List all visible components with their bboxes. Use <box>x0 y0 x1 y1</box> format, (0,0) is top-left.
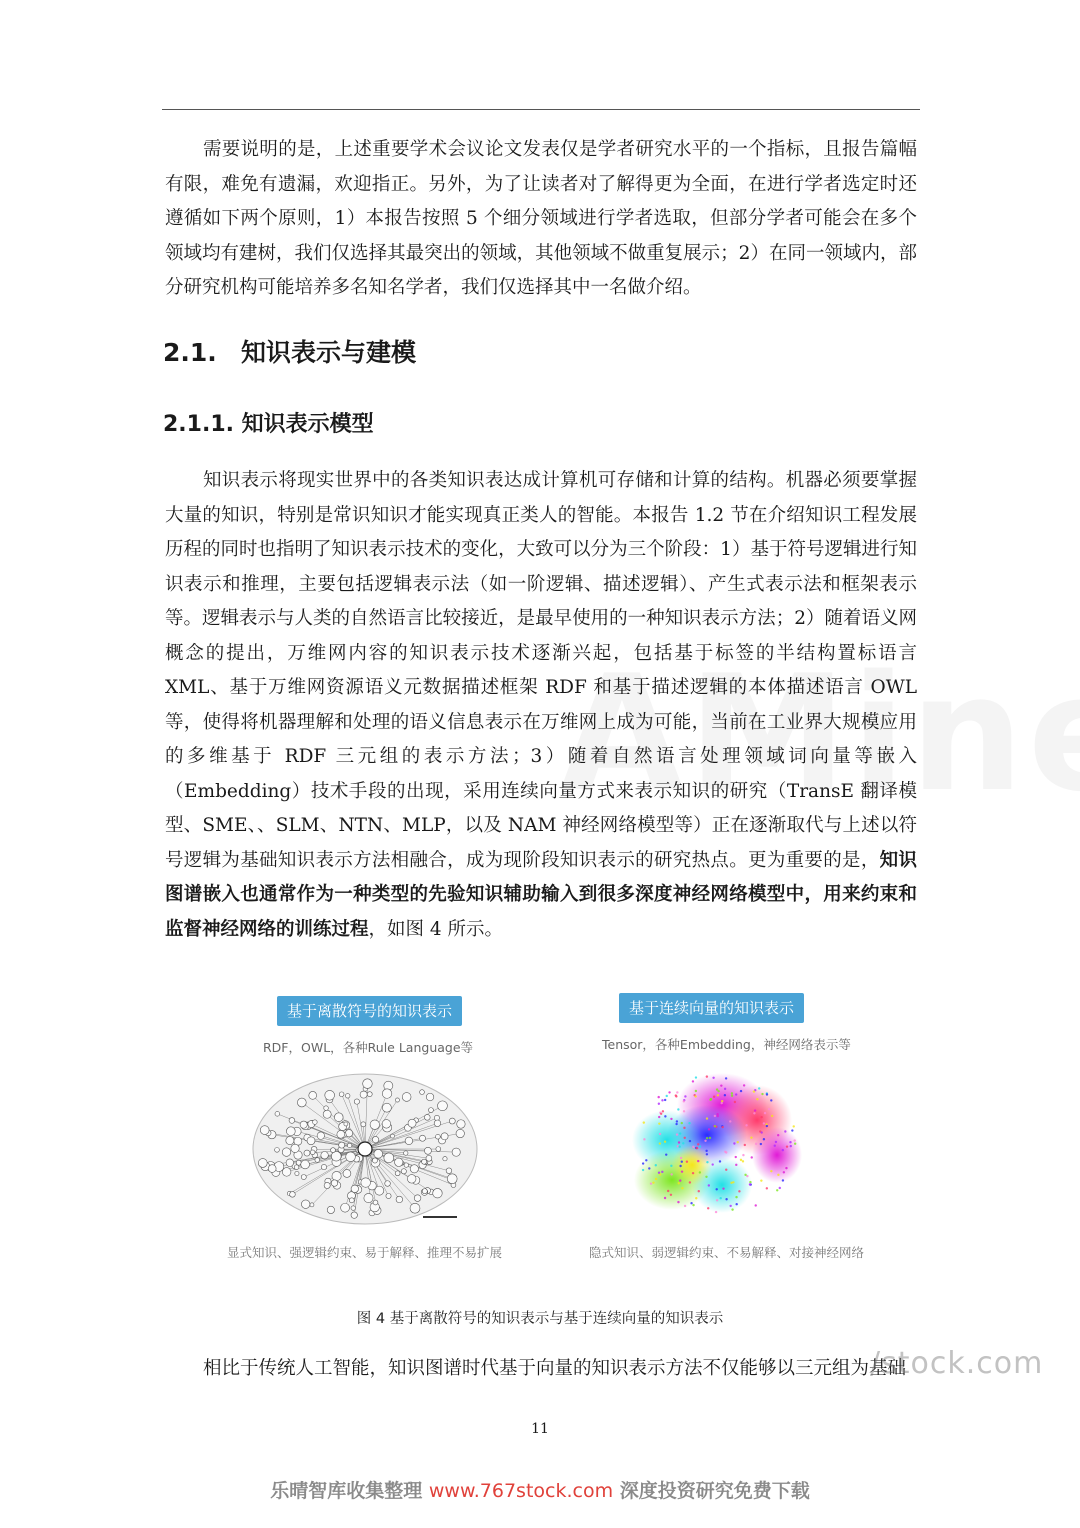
symbolic-graph-image <box>235 1063 500 1233</box>
stock-watermark: /stock.com <box>870 1346 1044 1381</box>
right-panel-footer: 隐式知识、弱逻辑约束、不易解释、对接神经网络 <box>589 1245 865 1260</box>
left-panel-title: 基于离散符号的知识表示 <box>277 996 462 1026</box>
section-number: 2.1. <box>163 338 217 367</box>
left-panel-subtitle: RDF，OWL，各种Rule Language等 <box>263 1040 474 1055</box>
paragraph-tail: ，如图 4 所示。 <box>368 918 504 940</box>
knowledge-representation-paragraph <box>165 464 917 947</box>
left-panel-footer: 显式知识、强逻辑约束、易于解释、推理不易扩展 <box>227 1245 503 1260</box>
paragraph-text: 知识表示将现实世界中的各类知识表达成计算机可存储和计算的结构。机器必须要掌握大量的知识，特别是常识知识才能实现真正类人的智能。本报告 1.2 节在介绍知识工程发展历程的同时也指明了知识表示技术的变化，大致可以分为三个阶段：1）基于符号逻辑进行知识表示和推理，主要包括逻辑表示法（如一阶逻辑、描述逻辑）、产生式表示法和框架表示等。逻辑表示与人类的自然语言比较接近，是最早使用的一种知识表示方法；2）随着语义网概念的提出，万维网内容的知识表示技术逐渐兴起，包括基于标签的半结构置标语言 XML、基于万维网资源语义元数据描述框架 RDF 和基于描述逻辑的本体描述语言 OWL 等，使得将机器理解和处理的语义信息表示在万维网上成为可能，当前在工业界大规模应用的多维基于 RDF 三元组的表示方法；3）随着自然语言处理领域词向量等嵌入（Embedding）技术手段的出现，采用连续向量方式来表示知识的研究（TransE 翻译模型、SME、、SLM、NTN、MLP，以及 NAM 神经网络模型等）正在逐渐取代与上述以符号逻辑为基础知识表示方法相融合，成为现阶段知识表示的研究热点。更为重要的是， <box>165 470 917 871</box>
page-number: 11 <box>531 1421 549 1437</box>
footer-url-link[interactable]: www.767stock.com <box>428 1480 614 1502</box>
figure-4 <box>215 985 875 1270</box>
subsection-heading: 2.1.1. 知识表示模型 <box>163 412 374 437</box>
continuation-paragraph: 相比于传统人工智能，知识图谱时代基于向量的知识表示方法不仅能够以三元组为基础 <box>203 1358 907 1379</box>
section-heading <box>163 333 416 369</box>
right-panel-subtitle: Tensor，各种Embedding，神经网络表示等 <box>602 1037 851 1052</box>
footer-right-text: 深度投资研究免费下载 <box>613 1480 810 1502</box>
right-panel-title: 基于连续向量的知识表示 <box>619 993 804 1023</box>
paragraph-bold-text: 知识图谱嵌入也通常作为一种类型的先验知识辅助输入到很多深度神经网络模型中，用来约束和监督神经网络的训练过程 <box>165 849 917 940</box>
figure-caption: 图 4 基于离散符号的知识表示与基于连续向量的知识表示 <box>356 1311 724 1327</box>
embedding-cluster-image <box>627 1065 807 1225</box>
header-rule <box>162 109 920 110</box>
footer-left-text: 乐晴智库收集整理 <box>270 1480 429 1502</box>
section-title: 知识表示与建模 <box>241 338 417 367</box>
intro-paragraph: 需要说明的是，上述重要学术会议论文发表仅是学者研究水平的一个指标，且报告篇幅有限，难免有遗漏，欢迎指正。另外，为了让读者对了解得更为全面，在进行学者选定时还遵循如下两个原则，1）本报告按照 5 个细分领域进行学者选取，但部分学者可能会在多个领域均有建树，我们仅选择其最突出的领域，其他领域不做重复展示；2）在同一领域内，部分研究机构可能培养多名知名学者，我们仅选择其中一名做介绍。 <box>165 139 917 298</box>
footer-banner <box>0 1476 1080 1503</box>
